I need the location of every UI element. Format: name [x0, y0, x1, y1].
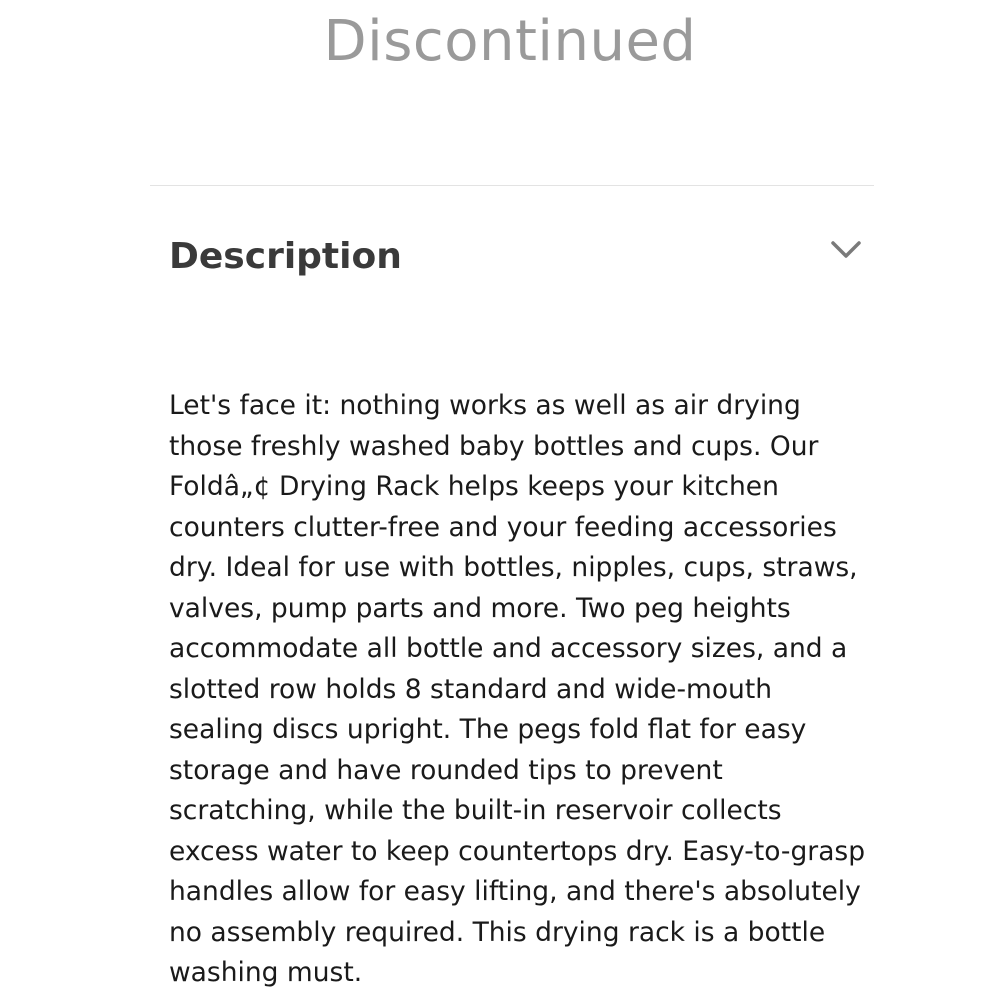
description-line: handles allow for easy lifting, and there's absolutely: [169, 876, 861, 907]
chevron-down-icon[interactable]: [829, 238, 863, 262]
description-text: [169, 386, 869, 994]
description-line: slotted row holds 8 standard and wide-mouth: [169, 673, 773, 705]
description-line: dry. Ideal for use with bottles, nipples, cups, straws,: [169, 552, 858, 583]
description-line: Let's face it: nothing works as well as air drying: [169, 390, 801, 421]
description-line: washing must.: [169, 957, 363, 988]
product-status: Discontinued: [323, 9, 697, 74]
description-line: sealing discs upright. The pegs fold flat for easy: [169, 714, 807, 745]
description-accordion-toggle[interactable]: [169, 226, 869, 288]
description-line: scratching, while the built-in reservoir collects: [169, 795, 782, 826]
description-line: excess water to keep countertops dry. Easy-to-grasp: [169, 835, 866, 867]
description-line: counters clutter-free and your feeding accessories: [169, 511, 837, 543]
description-line: accommodate all bottle and accessory sizes, and a: [169, 633, 848, 664]
accordion-title: Description: [169, 236, 402, 277]
description-line: Foldâ„¢ Drying Rack helps keeps your kitchen: [169, 471, 779, 502]
description-line: those freshly washed baby bottles and cups. Our: [169, 430, 819, 462]
section-divider: [150, 185, 874, 186]
description-line: valves, pump parts and more. Two peg heights: [169, 592, 791, 624]
description-line: no assembly required. This drying rack is a bottle: [169, 916, 826, 948]
description-line: storage and have rounded tips to prevent: [169, 754, 723, 786]
